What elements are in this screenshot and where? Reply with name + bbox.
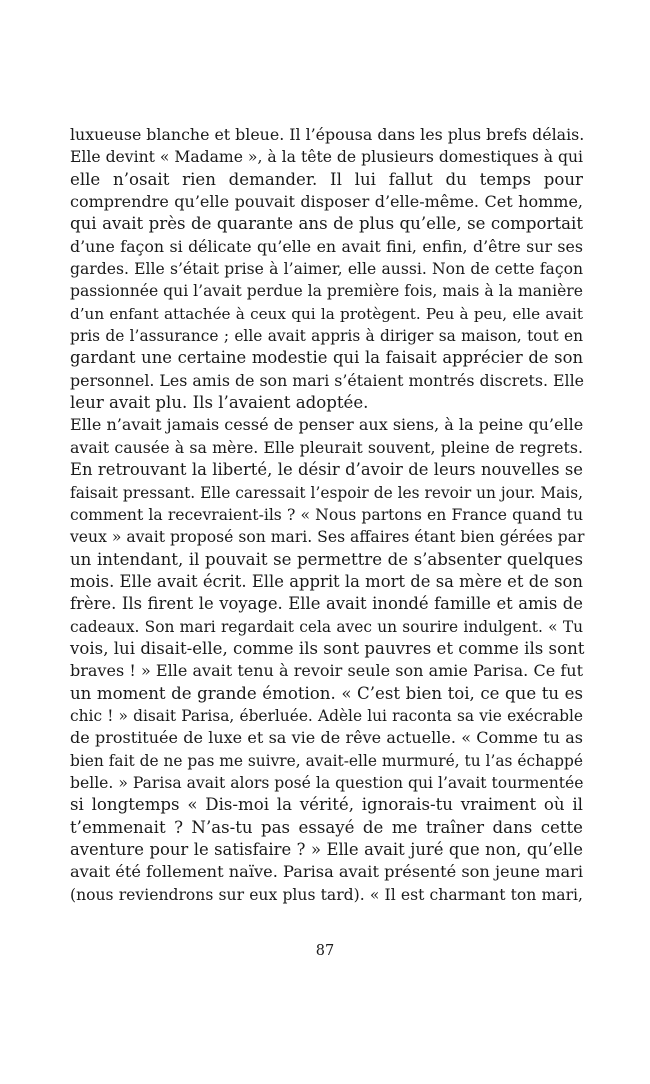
text-line: avait été follement naïve. Parisa avait présenté son jeune mari	[70, 862, 584, 882]
text-line: de prostituée de luxe et sa vie de rêve actuelle. « Comme tu as	[70, 728, 583, 748]
text-line: bien fait de ne pas me suivre, avait-elle murmuré, tu l’as échappé	[70, 751, 583, 770]
text-line: leur avait plu. Ils l’avaient adoptée.	[70, 393, 369, 413]
text-line: Elle devint « Madame », à la tête de plusieurs domestiques à qui	[70, 148, 583, 167]
text-line: gardes. Elle s’était prise à l’aimer, elle aussi. Non de cette façon	[70, 260, 583, 279]
text-line: veux » avait proposé son mari. Ses affaires étant bien gérées par	[70, 528, 585, 547]
text-line: braves ! » Elle avait tenu à revoir seule son amie Parisa. Ce fut	[70, 661, 583, 681]
text-line: un intendant, il pouvait se permettre de s’absenter quelques	[70, 549, 583, 569]
text-line: mois. Elle avait écrit. Elle apprit la mort de sa mère et de son	[70, 571, 583, 591]
text-line: d’une façon si délicate qu’elle en avait fini, enfin, d’être sur ses	[70, 236, 583, 256]
text-line: elle n’osait rien demander. Il lui fallut du temps pour	[70, 169, 583, 189]
text-line: avait causée à sa mère. Elle pleurait souvent, pleine de regrets.	[70, 437, 583, 457]
text-line: chic ! » disait Parisa, éberluée. Adèle lui raconta sa vie exécrable	[70, 706, 583, 725]
text-line: aventure pour le satisfaire ? » Elle avait juré que non, qu’elle	[70, 840, 583, 859]
text-line: frère. Ils firent le voyage. Elle avait inondé famille et amis de	[70, 594, 583, 614]
text-line: gardant une certaine modestie qui la faisait apprécier de son	[70, 348, 583, 368]
text-line: t’emmenait ? N’as-tu pas essayé de me traîner dans cette	[70, 817, 583, 837]
text-line: comment la recevraient-ils ? « Nous partons en France quand tu	[70, 505, 583, 524]
text-line: luxueuse blanche et bleue. Il l’épousa dans les plus brefs délais.	[70, 125, 585, 144]
text-line: pris de l’assurance ; elle avait appris à diriger sa maison, tout en	[70, 327, 583, 346]
text-line: qui avait près de quarante ans de plus qu’elle, se comportait	[70, 214, 583, 234]
text-line: belle. » Parisa avait alors posé la question qui l’avait tourmentée	[70, 773, 584, 792]
text-line: un moment de grande émotion. « C’est bien toi, ce que tu es	[70, 683, 583, 703]
text-line: personnel. Les amis de son mari s’étaient montrés discrets. Elle	[70, 370, 585, 390]
text-line: faisait pressant. Elle caressait l’espoir de les revoir un jour. Mais,	[70, 483, 583, 502]
text-line: vois, lui disait-elle, comme ils sont pauvres et comme ils sont	[70, 638, 585, 658]
text-line: (nous reviendrons sur eux plus tard). « Il est charmant ton mari,	[70, 885, 583, 904]
text-line: passionnée qui l’avait perdue la première fois, mais à la manière	[70, 282, 583, 301]
page-number: 87	[315, 943, 335, 959]
text-line: Elle n’avait jamais cessé de penser aux siens, à la peine qu’elle	[70, 415, 584, 435]
text-line: d’un enfant attachée à ceux qui la protègent. Peu à peu, elle avait	[70, 304, 583, 323]
text-line: comprendre qu’elle pouvait disposer d’elle-même. Cet homme,	[70, 192, 583, 212]
text-line: En retrouvant la liberté, le désir d’avoir de leurs nouvelles se	[70, 460, 583, 480]
text-line: si longtemps « Dis-moi la vérité, ignorais-tu vraiment où il	[70, 795, 583, 815]
body-text	[70, 124, 583, 906]
text-line: cadeaux. Son mari regardait cela avec un sourire indulgent. « Tu	[70, 617, 583, 636]
